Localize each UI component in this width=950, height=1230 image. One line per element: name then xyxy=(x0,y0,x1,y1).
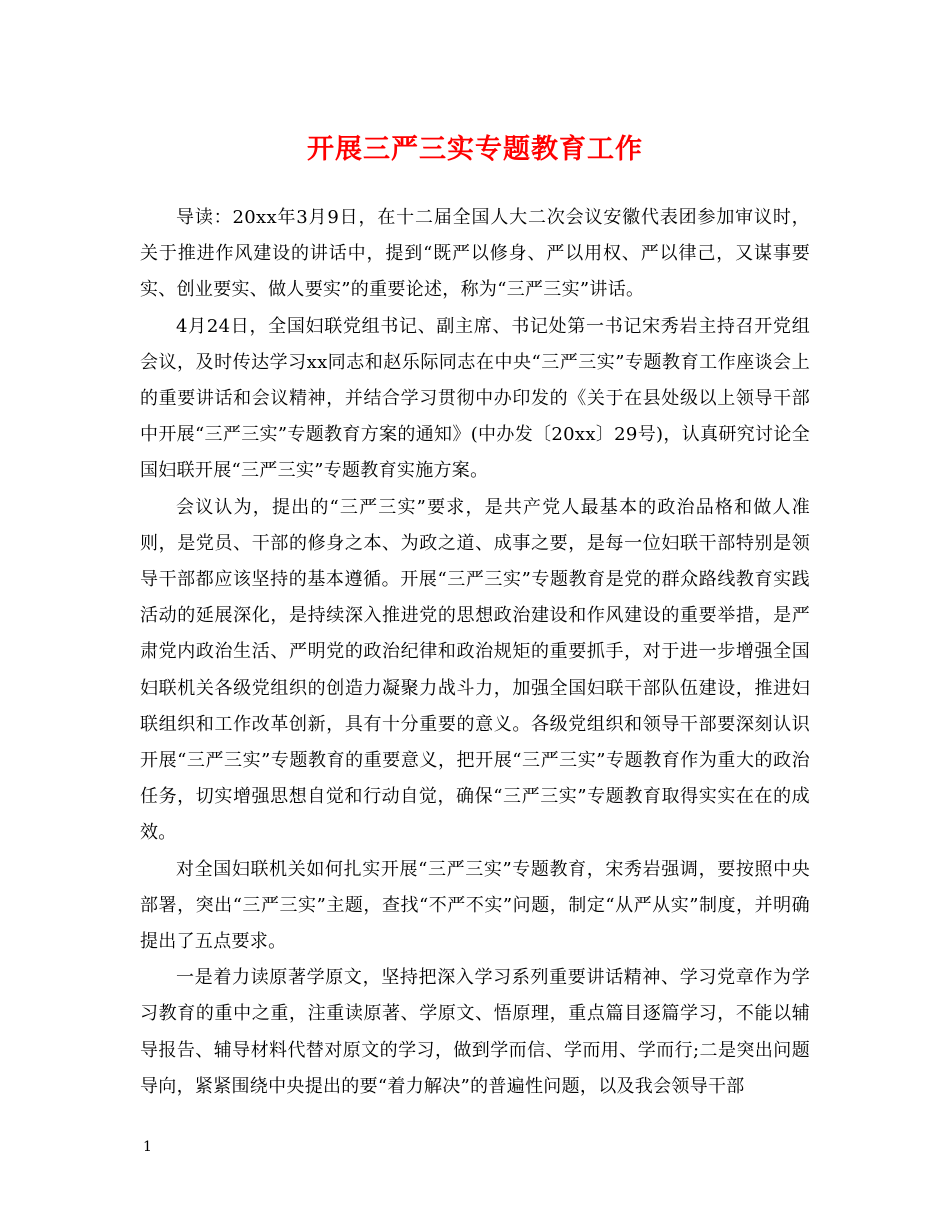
paragraph-meeting: 4月24日，全国妇联党组书记、副主席、书记处第一书记宋秀岩主持召开党组会议，及时传达学习xx同志和赵乐际同志在中央“三严三实”专题教育工作座谈会上的重要讲话和会议精神，并结合学习贯彻中办印发的《关于在县处级以上领导干部中开展“三严三实”专题教育方案的通知》(中办发〔20xx〕29号)，认真研究讨论全国妇联开展“三严三实”专题教育实施方案。 xyxy=(140,315,810,482)
document-body xyxy=(140,200,810,1105)
page-number: 1 xyxy=(143,1139,152,1155)
paragraph-requirements: 对全国妇联机关如何扎实开展“三严三实”专题教育，宋秀岩强调，要按照中央部署，突出“三严三实”主题，查找“不严不实”问题，制定“从严从实”制度，并明确提出了五点要求。 xyxy=(140,858,810,953)
document-title: 开展三严三实专题教育工作 xyxy=(307,134,643,165)
paragraph-conclusion: 会议认为，提出的“三严三实”要求，是共产党人最基本的政治品格和做人准则，是党员、干部的修身之本、为政之道、成事之要，是每一位妇联干部特别是领导干部都应该坚持的基本遵循。开展“三严三实”专题教育是党的群众路线教育实践活动的延展深化，是持续深入推进党的思想政治建设和作风建设的重要举措，是严肃党内政治生活、严明党的政治纪律和政治规矩的重要抓手，对于进一步增强全国妇联机关各级党组织的创造力凝聚力战斗力，加强全国妇联干部队伍建设，推进妇联组织和工作改革创新，具有十分重要的意义。各级党组织和领导干部要深刻认识开展“三严三实”专题教育的重要意义，把开展“三严三实”专题教育作为重大的政治任务，切实增强思想自觉和行动自觉，确保“三严三实”专题教育取得实实在在的成效。 xyxy=(140,496,810,844)
paragraph-point-one: 一是着力读原著学原文，坚持把深入学习系列重要讲话精神、学习党章作为学习教育的重中之重，注重读原著、学原文、悟原理，重点篇目逐篇学习，不能以辅导报告、辅导材料代替对原文的学习，做到学而信、学而用、学而行;二是突出问题导向，紧紧围绕中央提出的要“着力解决”的普遍性问题，以及我会领导干部 xyxy=(140,967,810,1097)
paragraph-intro: 导读：20xx年3月9日，在十二届全国人大二次会议安徽代表团参加审议时，关于推进作风建设的讲话中，提到“既严以修身、严以用权、严以律己，又谋事要实、创业要实、做人要实”的重要论述，称为“三严三实”讲话。 xyxy=(140,207,810,301)
